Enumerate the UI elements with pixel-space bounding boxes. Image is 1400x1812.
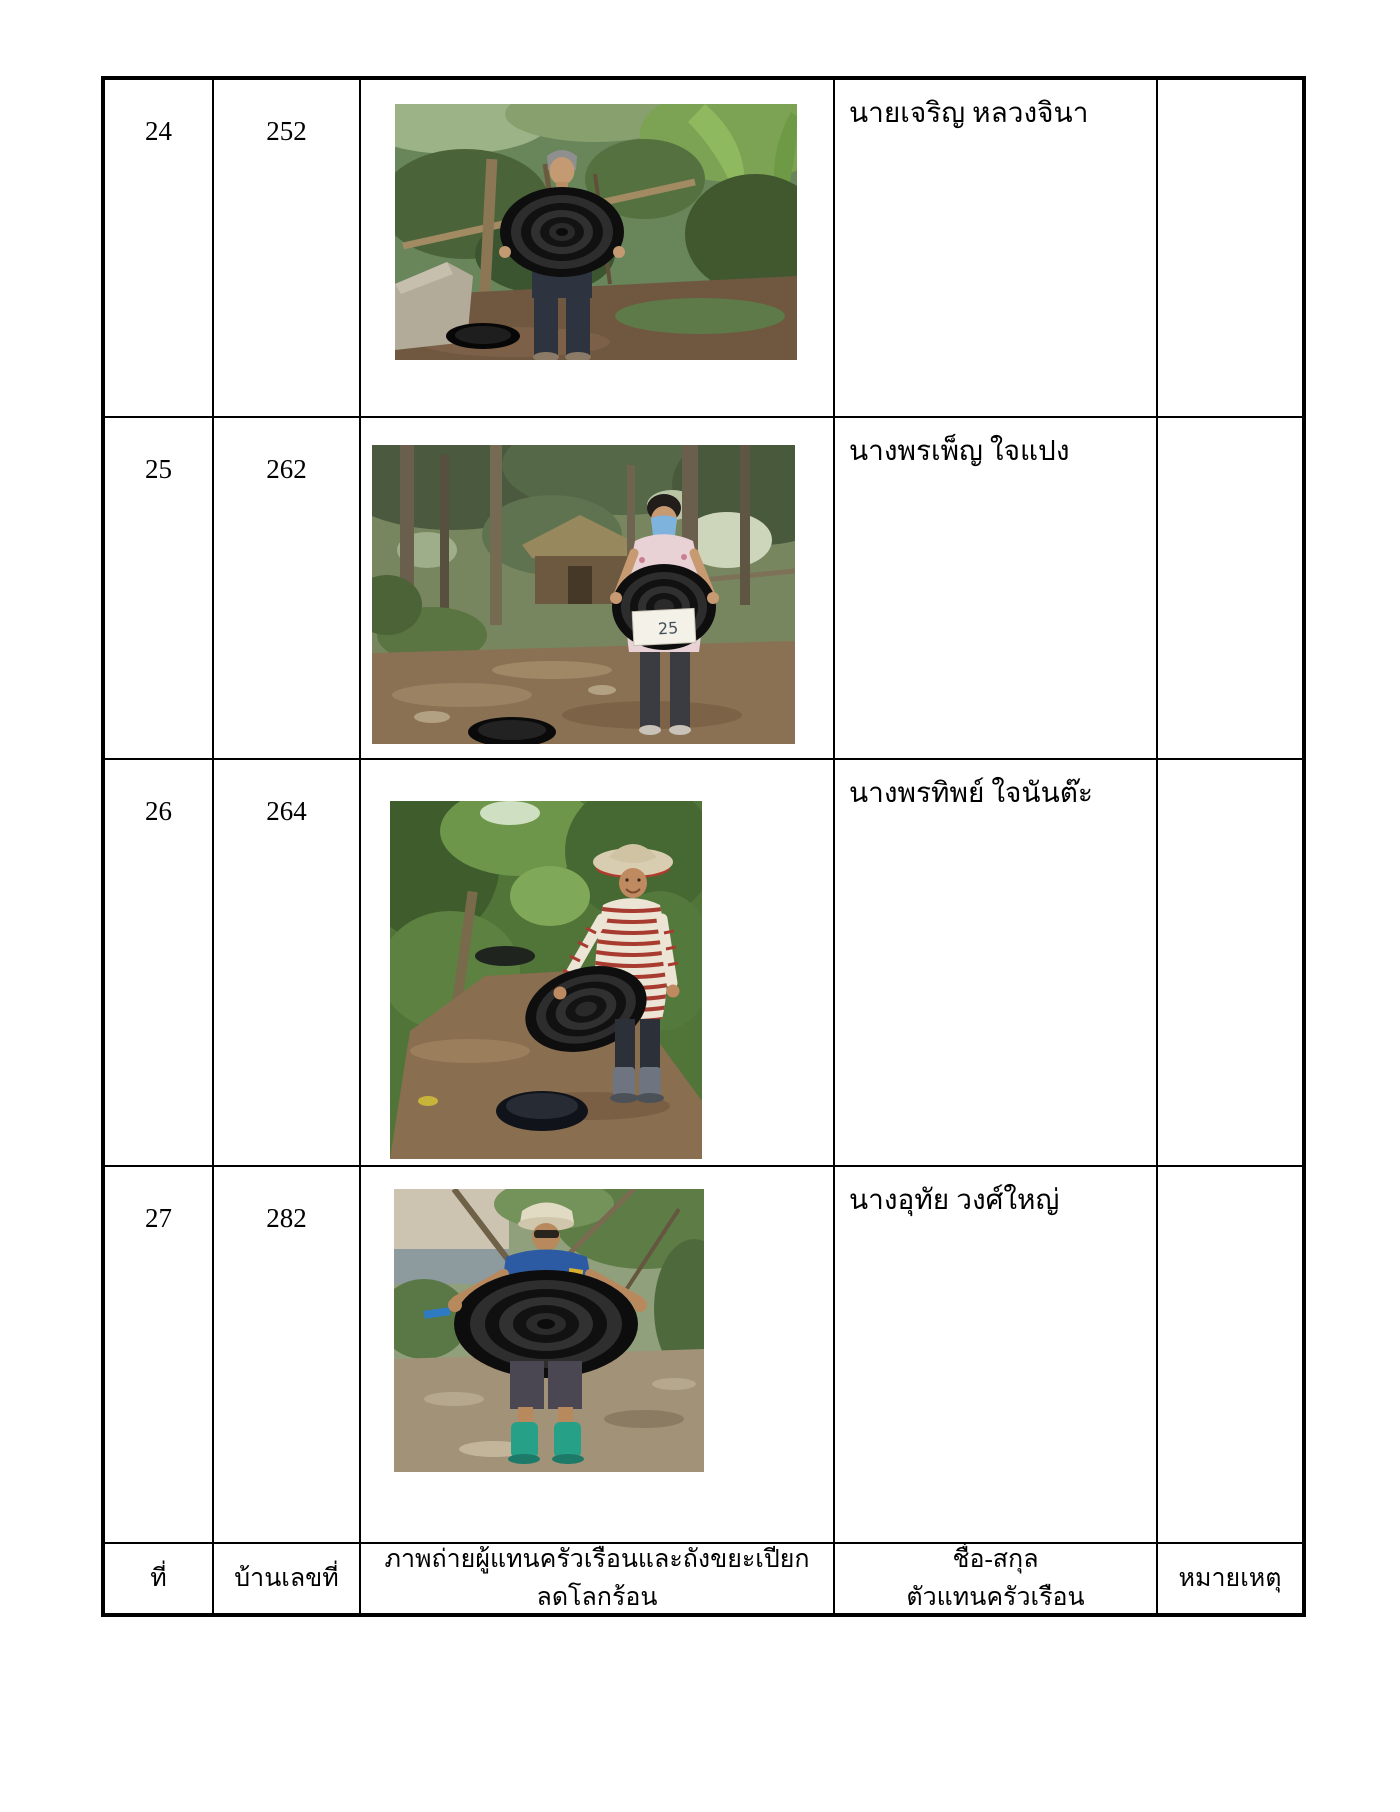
row-no: 26 — [145, 796, 172, 826]
household-photo-252 — [395, 104, 797, 360]
header-remark-cell — [1158, 1544, 1302, 1613]
household-photo-282 — [394, 1189, 704, 1472]
representative-name: นางพรทิพย์ ใจนันต๊ะ — [849, 778, 1093, 809]
row-27-remark-cell — [1158, 1167, 1302, 1544]
header-remark-label: หมายเหตุ — [1178, 1564, 1282, 1592]
coffee-garden-scene — [390, 801, 702, 1159]
header-no-cell — [105, 1544, 214, 1613]
representative-name: นางอุทัย วงศ์ใหญ่ — [849, 1185, 1060, 1216]
house-no: 262 — [266, 454, 307, 484]
header-photo-cell — [361, 1544, 835, 1613]
rubber-boot — [613, 1067, 635, 1097]
row-27-name-cell — [835, 1167, 1158, 1544]
wet-waste-bucket — [496, 1091, 588, 1131]
row-26-photo-cell — [361, 760, 835, 1167]
row-25-remark-cell — [1158, 418, 1302, 760]
number-card — [632, 608, 696, 645]
house-no: 264 — [266, 796, 307, 826]
header-house-no-label: บ้านเลขที่ — [234, 1564, 339, 1592]
row-no: 24 — [145, 116, 172, 146]
header-name-label-line1: ชื่อ-สกุล — [952, 1546, 1039, 1573]
row-25-name-cell — [835, 418, 1158, 760]
header-name-cell — [835, 1544, 1158, 1613]
card-number: 25 — [657, 618, 679, 639]
row-26-house-no-cell — [214, 760, 361, 1167]
house-no: 282 — [266, 1203, 307, 1233]
header-photo-label-line1: ภาพถ่ายผู้แทนครัวเรือนและถังขยะเปียก — [384, 1546, 810, 1573]
rubber-boot — [639, 1067, 661, 1097]
house-no: 252 — [266, 116, 307, 146]
row-26-no-cell — [105, 760, 214, 1167]
row-24-remark-cell — [1158, 80, 1302, 418]
backyard-scene — [394, 1189, 704, 1472]
buried-wet-waste-bucket — [446, 323, 520, 349]
representative-name: นางพรเพ็ญ ใจแปง — [849, 436, 1070, 467]
wet-waste-bin-lid — [454, 1270, 638, 1378]
teal-rubber-boot — [554, 1422, 581, 1458]
header-no-label: ที่ — [150, 1564, 167, 1592]
household-photo-table — [101, 76, 1306, 1617]
garden-scene — [395, 104, 797, 360]
row-27-photo-cell — [361, 1167, 835, 1544]
row-26-name-cell — [835, 760, 1158, 1167]
row-24-house-no-cell — [214, 80, 361, 418]
wet-waste-bin-lid — [500, 187, 624, 277]
row-24-no-cell — [105, 80, 214, 418]
row-no: 27 — [145, 1203, 172, 1233]
teal-rubber-boot — [511, 1422, 538, 1458]
household-photo-262 — [372, 445, 795, 744]
header-photo-label-line2: ลดโลกร้อน — [536, 1583, 658, 1611]
sunglasses — [534, 1230, 559, 1238]
forest-yard-scene — [372, 445, 795, 744]
row-24-photo-cell — [361, 80, 835, 418]
row-25-photo-cell — [361, 418, 835, 760]
header-name-label-line2: ตัวแทนครัวเรือน — [906, 1583, 1085, 1611]
yellow-leaf — [418, 1096, 438, 1106]
row-25-no-cell — [105, 418, 214, 760]
header-house-no-cell — [214, 1544, 361, 1613]
household-photo-264 — [390, 801, 702, 1159]
row-25-house-no-cell — [214, 418, 361, 760]
representative-name: นายเจริญ หลวงจินา — [849, 98, 1089, 129]
row-no: 25 — [145, 454, 172, 484]
row-26-remark-cell — [1158, 760, 1302, 1167]
row-24-name-cell — [835, 80, 1158, 418]
shorts — [510, 1361, 544, 1409]
row-27-no-cell — [105, 1167, 214, 1544]
row-27-house-no-cell — [214, 1167, 361, 1544]
